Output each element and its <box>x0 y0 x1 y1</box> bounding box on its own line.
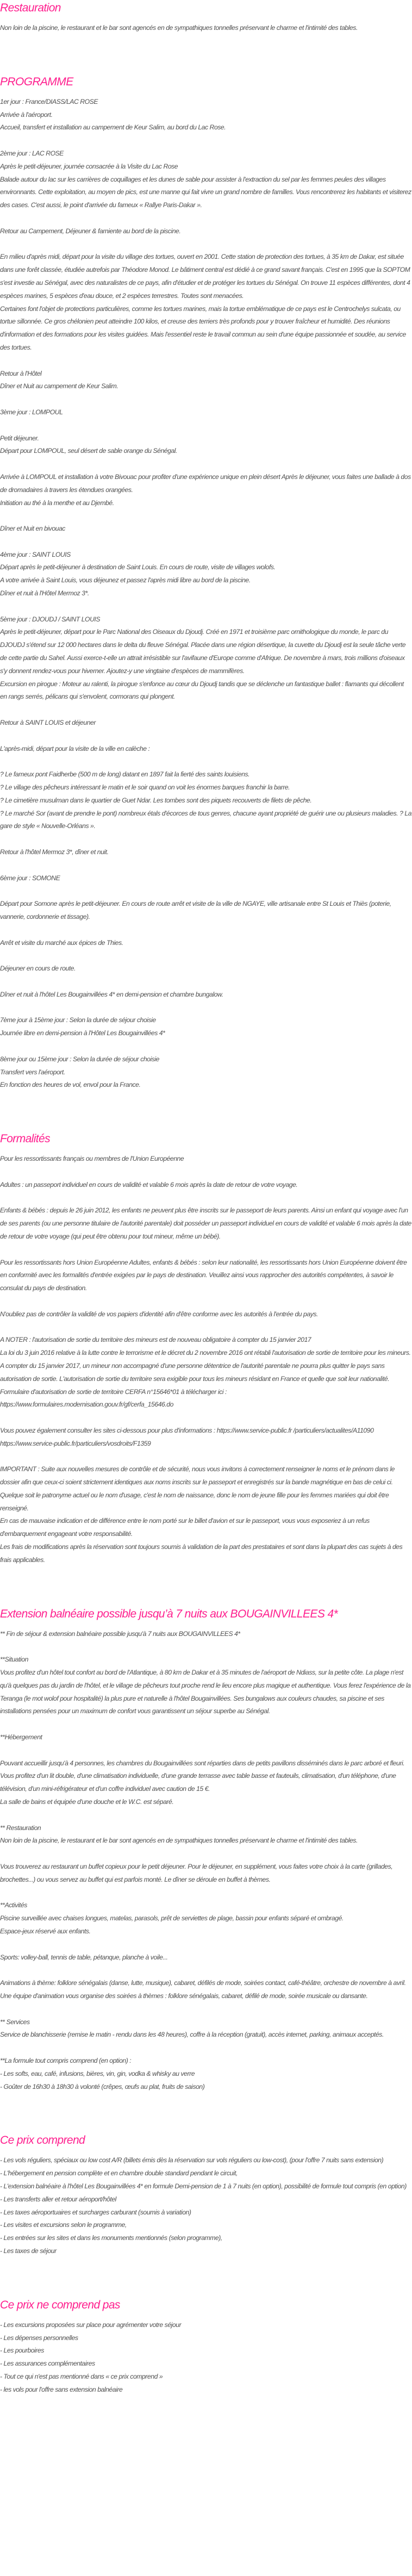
paragraph <box>0 1334 412 1411</box>
text-line: 1er jour : France/DIASS/LAC ROSE <box>0 97 98 105</box>
text-line: - Les softs, eau, café, infusions, bières, vin, gin, vodka & whisky au verre <box>0 2069 195 2077</box>
paragraph <box>0 1653 412 1718</box>
text-line: - L'extension balnéaire à l'hôtel Les Bougainvillées 4* en formule Demi-pension de 1 à 7 nuits (en option), possibilité de formule tout compris (en option) <box>0 2182 407 2190</box>
text-line: Balade autour du lac sur les carrières de coquillages et les dunes de sable pour assister à l'extraction du sel par les femmes peules des villages environnants. Cette exploitation, au moyen de pics, est une manne qui fait vivre un grand nombre de familles. Vous rencontrerez les habitants et visiterez des cases. C'est aussi, le point d'arrivée du fameux « Rallye Paris-Dakar ». <box>0 175 411 209</box>
paragraph <box>0 1256 412 1295</box>
text-line: Retour à SAINT LOUIS et déjeuner <box>0 719 96 727</box>
text-line: N'oubliez pas de contrôler la validité de vos papiers d'identité afin d'être conforme avec les autorités à l'entrée du pays. <box>0 1310 318 1318</box>
paragraph-spacer <box>0 1166 412 1179</box>
text-line: Arrivée à l'aéroport. <box>0 110 53 119</box>
paragraph <box>0 1014 412 1040</box>
section-body <box>0 96 412 1092</box>
paragraph <box>0 1899 412 1938</box>
paragraph <box>0 1424 412 1451</box>
paragraph <box>0 988 412 1001</box>
text-line: En fonction des heures de vol, envol pour la France. <box>0 1081 141 1089</box>
text-line: Pour les ressortissants français ou membres de l'Union Européenne <box>0 1155 184 1163</box>
paragraph-spacer <box>0 1744 412 1757</box>
paragraph-spacer <box>0 238 412 251</box>
text-line: 2ème jour : LAC ROSE <box>0 149 64 157</box>
text-line: **Situation <box>0 1656 28 1664</box>
text-line: - Les visites et excursions selon le programme, <box>0 2221 127 2229</box>
section-ce-prix-comprend <box>0 2093 412 2257</box>
text-line: Départ pour LOMPOUL, seul désert de sable orange du Sénégal. <box>0 447 177 455</box>
text-line: 3ème jour : LOMPOUL <box>0 408 63 416</box>
paragraph <box>0 613 412 704</box>
text-line: - les vols pour l'offre sans extension balnéaire <box>0 2385 123 2393</box>
paragraph-spacer <box>0 924 412 937</box>
text-line: Après le petit-déjeuner, départ pour le Parc National des Oiseaux du Djoudj. Créé en 1971 et troisième parc ornithologique du monde, le parc du DJOUDJ s'étend sur 12 000 hectares dans le delta du fleuve Sénégal. Placée dans une région désertique, la cuvette du Djoudj est la seule tâche verte de cette partie du Sahel. Aussi exerce-t-elle un attrait irrésistible sur l'avifaune d'Europe comme d'Afrique. De novembre à mars, trois millions d'oiseaux s'y donnent rendez-vous pour hiverner. Ajoutez-y une vingtaine d'espèces de mammifères. <box>0 628 406 675</box>
heading-spacer <box>0 1622 412 1628</box>
paragraph-spacer <box>0 1640 412 1653</box>
paragraph-spacer <box>0 2042 412 2055</box>
text-line: - Les transferts aller et retour aéroport/hôtel <box>0 2195 116 2203</box>
paragraph <box>0 1204 412 1243</box>
paragraph <box>0 768 412 833</box>
paragraph-spacer <box>0 600 412 613</box>
text-line: 4ème jour : SAINT LOUIS <box>0 550 71 558</box>
section-spacer <box>0 2093 412 2132</box>
paragraph-spacer <box>0 1964 412 1977</box>
text-line: ** Fin de séjour & extension balnéaire possible jusqu'à 7 nuits aux BOUGAINVILLEES 4* <box>0 1629 240 1638</box>
text-line: IMPORTANT : Suite aux nouvelles mesures de contrôle et de sécurité, nous vous invitons à correctement renseigner le noms et le prénom dans le dossier afin que ceux-ci soient strictement identiques aux noms inscrits sur le passeport et enregistrés sur la bande magnétique en bas de celui ci. Quelque soit le patronyme actuel ou le nom d'usage, c'est le nom de naissance, donc le nom de jeune fille pour les femmes mariées qui doit être renseigné. <box>0 1465 395 1512</box>
text-line: Déjeuner en cours de route. <box>0 965 76 973</box>
section-body <box>0 2319 412 2397</box>
section-title: Extension balnéaire possible jusqu’à 7 nuits aux BOUGAINVILLEES 4* <box>0 1607 338 1620</box>
text-line: Arrivée à LOMPOUL et installation à votre Bivouac pour profiter d'une expérience unique en plein désert Après le déjeuner, vous faites une ballade à dos de dromadaires à travers les étendues orangées. <box>0 472 411 494</box>
text-line: Service de blanchisserie (remise le matin - rendu dans les 48 heures), coffre à la réception (gratuit), accès internet, parking, animaux acceptés. <box>0 2031 384 2039</box>
paragraph-spacer <box>0 885 412 898</box>
text-line: Adultes : un passeport individuel en cours de validité et valable 6 mois après la date de retour de votre voyage. <box>0 1180 298 1189</box>
paragraph <box>0 846 412 859</box>
heading-spacer <box>0 2313 412 2319</box>
paragraph-spacer <box>0 2003 412 2016</box>
text-line: - Les vols réguliers, spéciaux ou low cost A/R (billets émis dès la réservation sur vols réguliers ou low-cost), (pour l'offre 7 nuits sans extension) <box>0 2156 384 2164</box>
text-line: Animations à thème: folklore sénégalais (danse, lutte, musique), cabaret, défilés de mode, soirées contact, café-théâtre, orchestre de novembre à avril. <box>0 1979 406 1987</box>
text-line: - Les entrées sur les sites et dans les monuments mentionnés (selon programme), <box>0 2234 222 2242</box>
paragraph-spacer <box>0 975 412 988</box>
paragraph-spacer <box>0 536 412 549</box>
text-line: L'après-midi, départ pour la visite de la ville en calèche : <box>0 744 150 752</box>
text-line: - Les assurances complémentaires <box>0 2360 95 2368</box>
paragraph <box>0 1757 412 1809</box>
paragraph-spacer <box>0 1450 412 1463</box>
text-line: Transfert vers l'aéroport. <box>0 1068 65 1076</box>
text-line: Retour à l'hôtel Mermoz 3*, dîner et nuit. <box>0 848 109 856</box>
paragraph <box>0 2016 412 2042</box>
text-line: Une équipe d'animation vous organise des soirées à thèmes : folklore sénégalais, cabaret, défilé de mode, soirée musicale ou dansante. <box>0 1992 368 2000</box>
text-line: - Tout ce qui n'est pas mentionné dans « ce prix comprend » <box>0 2372 163 2380</box>
paragraph <box>0 432 412 458</box>
paragraph <box>0 872 412 885</box>
section-title: Ce prix comprend <box>0 2134 85 2147</box>
paragraph <box>0 2319 412 2397</box>
text-line: Vous profitez d'un hôtel tout confort au bord de l'Atlantique, à 80 km de Dakar et à 35 minutes de l'aéroport de Ndiass, sur la petite côte. La plage n'est qu'à quelques pas du jardin de l'hôtel, et le village de pêcheurs tout proche rend le lieu encore plus magique et authentique. Vous ferez l'expérience de la Teranga (le mot wolof pour hospitalité) la plus pure et naturelle à l'hôtel Bougainvillées. Ses bungalows aux couleurs chaudes, sa piscine et ses installations pensées pour un maximum de confort vous garantissent un séjour superbe au Sénégal. <box>0 1669 411 1715</box>
paragraph-spacer <box>0 1192 412 1205</box>
paragraph-spacer <box>0 1887 412 1900</box>
paragraph <box>0 549 412 600</box>
text-line: Retour au Campement, Déjeuner & farniente au bord de la piscine. <box>0 227 181 235</box>
text-line: Pour les ressortissants hors Union Européenne Adultes, enfants & bébés : selon leur nationalité, les ressortissants hors Union Européenne doivent être en conformité avec les formalités d'entrée exigées par le pays de destination. Veuillez ainsi vous rapprocher des autorités compétentes, à savoir le consulat du pays de destination. <box>0 1258 407 1292</box>
text-line: - Les taxes aéroportuaires et surcharges carburant (soumis à variation) <box>0 2208 191 2216</box>
paragraph-spacer <box>0 1847 412 1861</box>
text-line: ? Le fameux pont Faidherbe (500 m de long) datant en 1897 fait la fierté des saints louisiens. <box>0 770 250 779</box>
paragraph <box>0 1628 412 1641</box>
section-title: Ce prix ne comprend pas <box>0 2298 120 2311</box>
text-line: Journée libre en demi-pension à l'Hôtel Les Bougainvillées 4* <box>0 1029 165 1037</box>
paragraph-spacer <box>0 458 412 471</box>
heading-spacer <box>0 1147 412 1153</box>
text-line: Départ pour Somone après le petit-déjeuner. En cours de route arrêt et visite de la ville de NGAYE, ville artisanale entre St Louis et Thiès (poterie, vannerie, cordonnerie et tissage). <box>0 900 391 920</box>
text-line: **Hébergement <box>0 1733 42 1741</box>
paragraph-spacer <box>0 704 412 717</box>
section-spacer <box>0 1092 412 1131</box>
section-body <box>0 2154 412 2257</box>
paragraph <box>0 717 412 730</box>
paragraph-spacer <box>0 859 412 872</box>
paragraph <box>0 1951 412 1964</box>
heading-spacer <box>0 90 412 96</box>
text-line: Formulaire d'autorisation de sortie de territoire CERFA n°15646*01 à télécharger ici : <box>0 1387 227 1396</box>
text-line: Non loin de la piscine, le restaurant et le bar sont agencés en de sympathiques tonnelles préservant le charme et l'intimité des tables. <box>0 1837 358 1845</box>
text-line: - Les taxes de séjour <box>0 2247 57 2255</box>
heading-spacer <box>0 16 412 22</box>
text-line: Certaines font l'objet de protections particulières, comme les tortues marines, mais la tortue emblématique de ce pays est le Centrochelys sulcata, ou tortue sillonnée. Ce gros chélonien peut atteindre 100 kilos, et creuse des terriers très profonds pour y trouver fraîcheur et humidité. Des réunions d'information et des formations pour les visites guidées. Mais l'essentiel reste le travail commun au sein d'une équipe passionnée et soudée, au service des tortues. <box>0 304 406 351</box>
paragraph-spacer <box>0 134 412 147</box>
paragraph <box>0 2154 412 2257</box>
section-title: Restauration <box>0 2 61 14</box>
text-line: Pouvant accueillir jusqu'à 4 personnes, les chambres du Bougainvillées sont réparties dans de petits pavillons disséminés dans le parc arboré et fleuri. <box>0 1759 405 1767</box>
paragraph <box>0 2055 412 2093</box>
paragraph-spacer <box>0 755 412 768</box>
paragraph-spacer <box>0 419 412 432</box>
paragraph <box>0 1179 412 1192</box>
text-line: Accueil, transfert et installation au campement de Keur Salim, au bord du Lac Rose. <box>0 123 226 132</box>
paragraph <box>0 96 412 134</box>
text-line: Dîner et nuit à l'Hôtel Mermoz 3*. <box>0 589 89 598</box>
text-line: Vous profitez d'un lit double, d'une climatisation individuelle, d'une grande terrasse avec table basse et fauteuils, climatisation, d'un téléphone, d'une télévision, d'un mini-réfrigérateur et d'un coffre individuel avec caution de 15 €. <box>0 1772 396 1793</box>
paragraph-spacer <box>0 393 412 406</box>
text-line: - Les pourboires <box>0 2347 44 2355</box>
paragraph-spacer <box>0 354 412 368</box>
text-line: Petit déjeuner. <box>0 434 39 442</box>
section-restauration <box>0 0 412 35</box>
paragraph <box>0 1822 412 1848</box>
text-line: La loi du 3 juin 2016 relative à la lutte contre le terrorisme et le décret du 2 novembre 2016 ont rétabli l'autorisation de sortie de territoire pour les mineurs. A compter du 15 janvier 2017, un mineur non accompagné d'une personne détentrice de l'autorité parentale ne pourra plus quitter le pays sans autorisation de sortie. L'autorisation de sortie du territoire sera exigible pour tous les mineurs résidant en France et quelle que soit leur nationalité. <box>0 1349 411 1383</box>
text-line: Initiation au thé à la menthe et au Djembé. <box>0 499 114 507</box>
paragraph-spacer <box>0 1321 412 1334</box>
paragraph-spacer <box>0 212 412 225</box>
paragraph-spacer <box>0 833 412 846</box>
text-line: Vous pouvez également consulter les sites ci-dessous pour plus d'informations : https://www.service-public.fr /particuliers/actualites/A11090 https://www.service-public.fr/particuliers/vosdroits/F1359 <box>0 1426 374 1447</box>
paragraph <box>0 1731 412 1744</box>
paragraph-spacer <box>0 730 412 743</box>
section-body <box>0 1153 412 1567</box>
text-line: 7ème jour à 15ème jour : Selon la durée de séjour choisie <box>0 1016 156 1024</box>
paragraph <box>0 22 412 35</box>
text-line: 5ème jour : DJOUDJ / SAINT LOUIS <box>0 615 101 623</box>
text-line: A votre arrivée à Saint Louis, vous déjeunez et passez l'après midi libre au bord de la piscine. <box>0 576 251 584</box>
section-spacer <box>0 1567 412 1606</box>
text-line: La salle de bains et équipée d'une douche et le W.C. est séparé. <box>0 1798 174 1806</box>
text-line: ** Services <box>0 2018 30 2026</box>
text-line: Non loin de la piscine, le restaurant et le bar sont agencés en de sympathiques tonnelles préservant le charme et l'intimité des tables. <box>0 24 358 32</box>
text-line: A NOTER : l'autorisation de sortie du territoire des mineurs est de nouveau obligatoire à compter du 15 janvier 2017 <box>0 1336 311 1344</box>
text-line: Espace-jeux réservé aux enfants. <box>0 1927 91 1935</box>
paragraph-spacer <box>0 1295 412 1308</box>
text-line: Piscine surveillée avec chaises longues, matelas, parasols, prêt de serviettes de plage, bassin pour enfants séparé et ombragé. <box>0 1914 344 1922</box>
text-line: Dîner et nuit à l'hôtel Les Bougainvillées 4* en demi-pension et chambre bungalow. <box>0 990 223 998</box>
section-title: Formalités <box>0 1133 51 1146</box>
text-line: Dîner et Nuit au campement de Keur Salim. <box>0 382 118 390</box>
paragraph-spacer <box>0 1938 412 1951</box>
paragraph-spacer <box>0 949 412 962</box>
paragraph <box>0 898 412 924</box>
text-line: Enfants & bébés : depuis le 26 juin 2012, les enfants ne peuvent plus être inscrits sur le passeport de leurs parents. Ainsi un enfant qui voyage avec l'un de ses parents (ou une personne titulaire de l'autorité parentale) doit posséder un passeport individuel en cours de validité et valable 6 mois après la date de retour de votre voyage (qui peut être obtenu pour tout mineur, même un bébé). <box>0 1206 411 1240</box>
text-line: Vous trouverez au restaurant un buffet copieux pour le petit déjeuner. Pour le déjeuner, en supplément, vous faites votre choix à la carte (grillades, brochettes...) ou vous servez au buffet qui est parfois monté. Le dîner se déroule en buffet à thèmes. <box>0 1863 393 1883</box>
paragraph <box>0 1977 412 2003</box>
paragraph-spacer <box>0 509 412 522</box>
paragraph <box>0 1463 412 1566</box>
paragraph <box>0 1053 412 1092</box>
text-line: 6ème jour : SOMONE <box>0 874 60 882</box>
paragraph <box>0 937 412 950</box>
text-line: ? Le marché Sor (avant de prendre le pont) nombreux étals d'écorces de tous genres, chacune ayant propriété de guérir une ou plusieurs maladies. ? La gare de style « Nouvelle-Orléans ». <box>0 809 412 830</box>
text-line: Départ après le petit-déjeuner à destination de Saint Louis. En cours de route, visite de villages wolofs. <box>0 563 276 571</box>
paragraph <box>0 962 412 975</box>
section-spacer <box>0 2258 412 2297</box>
paragraph <box>0 1308 412 1321</box>
text-line: Sports: volley-ball, tennis de table, pétanque, planche à voile... <box>0 1953 168 1961</box>
section-programme <box>0 35 412 1092</box>
paragraph-spacer <box>0 1243 412 1256</box>
paragraph-spacer <box>0 1809 412 1822</box>
paragraph <box>0 147 412 212</box>
text-line: ? Le village des pêcheurs intéressant le matin et le soir quand on voit les énormes barques franchir la barre. <box>0 783 290 792</box>
section-body <box>0 22 412 35</box>
paragraph-spacer <box>0 1001 412 1015</box>
section-formalites <box>0 1092 412 1567</box>
paragraph-spacer <box>0 1411 412 1424</box>
paragraph <box>0 406 412 419</box>
text-line: - Les dépenses personnelles <box>0 2334 78 2342</box>
paragraph <box>0 1861 412 1887</box>
text-line: 8ème jour ou 15ème jour : Selon la durée de séjour choisie <box>0 1055 160 1063</box>
paragraph <box>0 225 412 238</box>
text-line: - L'hébergement en pension complète et en chambre double standard pendant le circuit, <box>0 2169 238 2177</box>
download-link[interactable]: https://www.formulaires.modernisation.gouv.fr/gf/cerfa_15646.do <box>0 1401 173 1409</box>
paragraph <box>0 251 412 354</box>
text-line: Les frais de modifications après la réservation sont toujours soumis à validation de la part des prestataires et sont dans la plupart des cas sujets à des frais applicables. <box>0 1543 403 1564</box>
text-line: Excursion en pirogue : Moteur au ralenti, la pirogue s'enfonce au cœur du Djoudj tandis que se déclenche un fantastique ballet : flamants qui décollent en rangs serrés, pélicans qui s'envolent, cormorans qui plongent. <box>0 680 404 701</box>
text-line: En milieu d'après midi, départ pour la visite du village des tortues, ouvert en 2001. Cette station de protection des tortues, à 35 km de Dakar, est située dans une forêt classée, étudiée autrefois par Théodore Monod. Le bâtiment central est dédié à ce grand savant français. C'est en 1995 que la SOPTOM s'est investie au Sénégal, avec des naturalistes de ce pays, afin d'étudier et de protéger les tortues du Sénégal. On trouve 11 espèces différentes, dont 4 espèces marines, 5 espèces d'eau douce, et 2 espèces terrestres. Toutes sont menacées. <box>0 253 410 300</box>
paragraph <box>0 368 412 394</box>
section-body <box>0 1628 412 2094</box>
paragraph-spacer <box>0 1718 412 1731</box>
paragraph <box>0 743 412 756</box>
text-line: En cas de mauvaise indication et de différence entre le nom porté sur le billet d'avion et sur le passeport, vous vous exposeriez à un refus d'embarquement engageant votre responsabilité. <box>0 1517 370 1538</box>
section-ce-prix-ne-comprend-pas <box>0 2258 412 2397</box>
text-line: Dîner et Nuit en bivouac <box>0 525 65 533</box>
text-line: - Les excursions proposées sur place pour agrémenter votre séjour <box>0 2320 182 2329</box>
text-line: ** Restauration <box>0 1824 41 1832</box>
paragraph <box>0 1153 412 1166</box>
text-line: **Activités <box>0 1901 27 1909</box>
text-line: ? Le cimetière musulman dans le quartier de Guet Ndar. Les tombes sont des piquets recouverts de filets de pêche. <box>0 796 312 804</box>
paragraph <box>0 471 412 509</box>
text-line: Arrêt et visite du marché aux épices de Thies. <box>0 938 123 947</box>
section-title: PROGRAMME <box>0 75 73 88</box>
text-line: **La formule tout compris comprend (en option) : <box>0 2056 132 2064</box>
paragraph <box>0 522 412 536</box>
text-line: Après le petit-déjeuner, journée consacrée à la Visite du Lac Rose <box>0 162 178 170</box>
section-extension <box>0 1567 412 2094</box>
text-line: - Goûter de 16h30 à 18h30 à volonté (crêpes, œufs au plat, fruits de saison) <box>0 2082 205 2090</box>
text-line: Retour à l'Hôtel <box>0 369 42 377</box>
heading-spacer <box>0 2149 412 2154</box>
paragraph-spacer <box>0 1040 412 1053</box>
section-spacer <box>0 35 412 74</box>
